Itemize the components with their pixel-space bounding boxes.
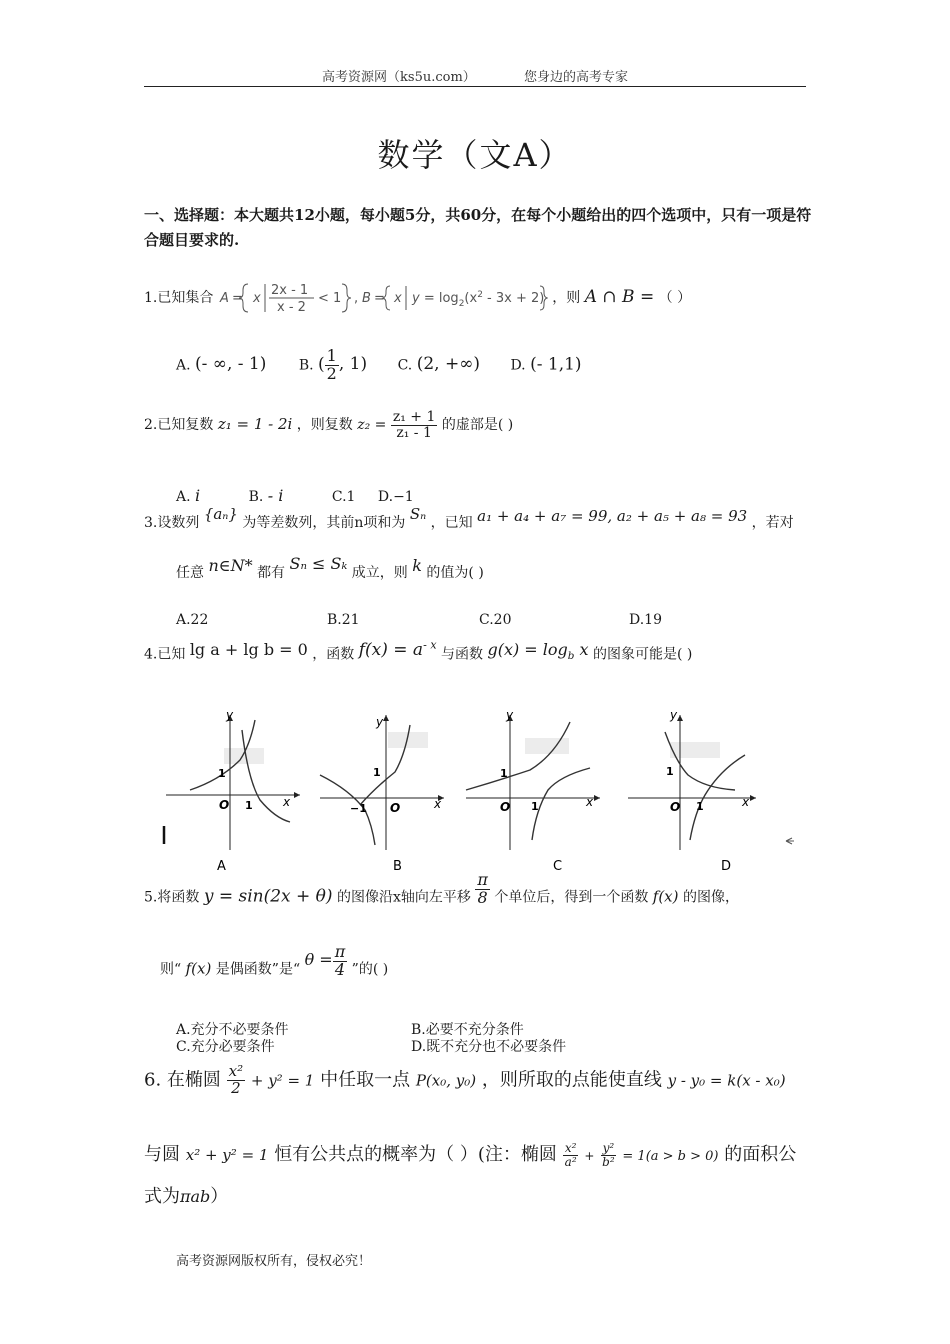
header-site: 高考资源网（ks5u.com） (322, 70, 476, 85)
svg-text:y: y (670, 708, 678, 722)
question-5-line-2: 则“ f(x) 是偶函数”是“ θ = $\frac{\pi}{4}$ ”的( ) (160, 942, 389, 979)
svg-text:< 1: < 1 (317, 291, 342, 306)
page-footer: 高考资源网版权所有，侵权必究！ (176, 1254, 372, 1269)
question-6: 6. 在椭圆 $\frac{\text{x²}}{2}$ + y² = 1 中任取一点 P(x₀, y₀) ，则所取的点能使直线 y - y₀ = k(x - x₀) (144, 1062, 786, 1097)
svg-text:y: y (376, 715, 384, 729)
svg-text:1: 1 (373, 766, 381, 779)
question-1: 1.已知集合 A = x 2x - 1 x - 2 < 1 , B = x $y = \log_2(x^2 - 3x + 2)$ ，则 A ∩ B = （ ） (144, 280, 691, 316)
page-title: 数学（文A） (377, 136, 573, 174)
svg-text:x: x (252, 291, 261, 306)
svg-text:x: x (742, 795, 750, 809)
q1-options: A. (- ∞, - 1) B. ( $\frac{1}{2}$ , 1) C. (2, +∞) D. (- 1,1) (176, 346, 582, 383)
svg-text:O: O (500, 800, 511, 814)
svg-text:x: x (393, 291, 402, 306)
svg-text:B: B (361, 291, 371, 306)
svg-text:x - 2: x - 2 (276, 300, 306, 315)
svg-text:1: 1 (666, 765, 674, 778)
q2-options: A. i B. - i C.1 D.−1 (176, 486, 414, 505)
section-heading: 一、选择题：本大题共12小题，每小题5分，共60分，在每个小题给出的四个选项中，只有一项是符合题目要求的. (144, 206, 812, 249)
graph-label: C (553, 859, 563, 874)
graph-label: B (393, 859, 402, 874)
svg-text:x: x (434, 797, 442, 811)
q5-options: A.充分不必要条件 B.必要不充分条件 C.充分必要条件 D.既不充分也不必要条件 (176, 1022, 567, 1055)
svg-text:,: , (353, 291, 358, 306)
svg-text:=: = (373, 291, 385, 306)
header-slogan: 您身边的高考专家 (523, 70, 628, 85)
graph-d (628, 708, 794, 874)
graph-label: A (217, 859, 226, 874)
header-rule (144, 86, 806, 87)
svg-text:2x - 1: 2x - 1 (270, 283, 309, 298)
page-header (0, 66, 950, 85)
axis-label-y: y (226, 708, 234, 722)
tick-label: 1 (218, 767, 226, 780)
question-6-line-3: 式为πab） (144, 1186, 229, 1207)
graph-b (320, 715, 444, 874)
origin-label: O (219, 798, 230, 812)
axis-label-x: x (283, 795, 291, 809)
svg-text:1: 1 (531, 800, 539, 813)
question-6-line-2: 与圆 x² + y² = 1 恒有公共点的概率为（ ）(注：椭圆 $\frac{\text{x²}}{\text{a²}}$ + $\frac{\text{y²}}{\text{b²}}$ = 1(a > b > 0) 的面积公 (144, 1140, 797, 1169)
question-3-line-2: 任意 n∈N* 都有 Sₙ ≤ Sₖ 成立，则 k 的值为( ) (176, 554, 484, 581)
q4-graph-options (160, 700, 800, 880)
question-5: 5.将函数 y = sin(2x + θ) 的图像沿x轴向左平移 $\frac{\pi}{8}$ 个单位后，得到一个函数 f(x) 的图像， (144, 870, 739, 907)
svg-text:x: x (586, 795, 594, 809)
graph-c (466, 708, 600, 874)
svg-text:A: A (219, 291, 229, 306)
svg-text:O: O (670, 800, 681, 814)
return-arrow-icon (786, 838, 794, 844)
tick-label: 1 (245, 799, 253, 812)
svg-text:y: y (506, 708, 514, 722)
question-3: 3.设数列 {aₙ} 为等差数列，其前n项和为 Sₙ ，已知 a₁ + a₄ + a₇ = 99, a₂ + a₅ + a₈ = 93 ，若对 (144, 505, 794, 531)
graph-label: D (721, 859, 732, 874)
svg-text:1: 1 (696, 800, 704, 813)
svg-text:y = log2(x2 - 3x + 2): $y = \log_2(x^2 - 3x + 2)$ (411, 290, 545, 309)
question-4: 4.已知 lg a + lg b = 0 ，函数 $f(x) = a^{- x}$ 与函数 $g(x) = \log_b x$ 的图象可能是( ) (144, 638, 693, 663)
svg-text:1: 1 (500, 767, 508, 780)
svg-text:O: O (390, 801, 401, 815)
question-2: 2.已知复数 z₁ = 1 - 2i ，则复数 z₂ = $\frac{\text{z₁ + 1}}{\text{z₁ - 1}}$ 的虚部是( ) (144, 409, 514, 441)
svg-text:−1: −1 (350, 802, 367, 815)
svg-text:=: = (231, 291, 243, 306)
graph-a (164, 708, 300, 874)
set-definitions (218, 280, 548, 316)
